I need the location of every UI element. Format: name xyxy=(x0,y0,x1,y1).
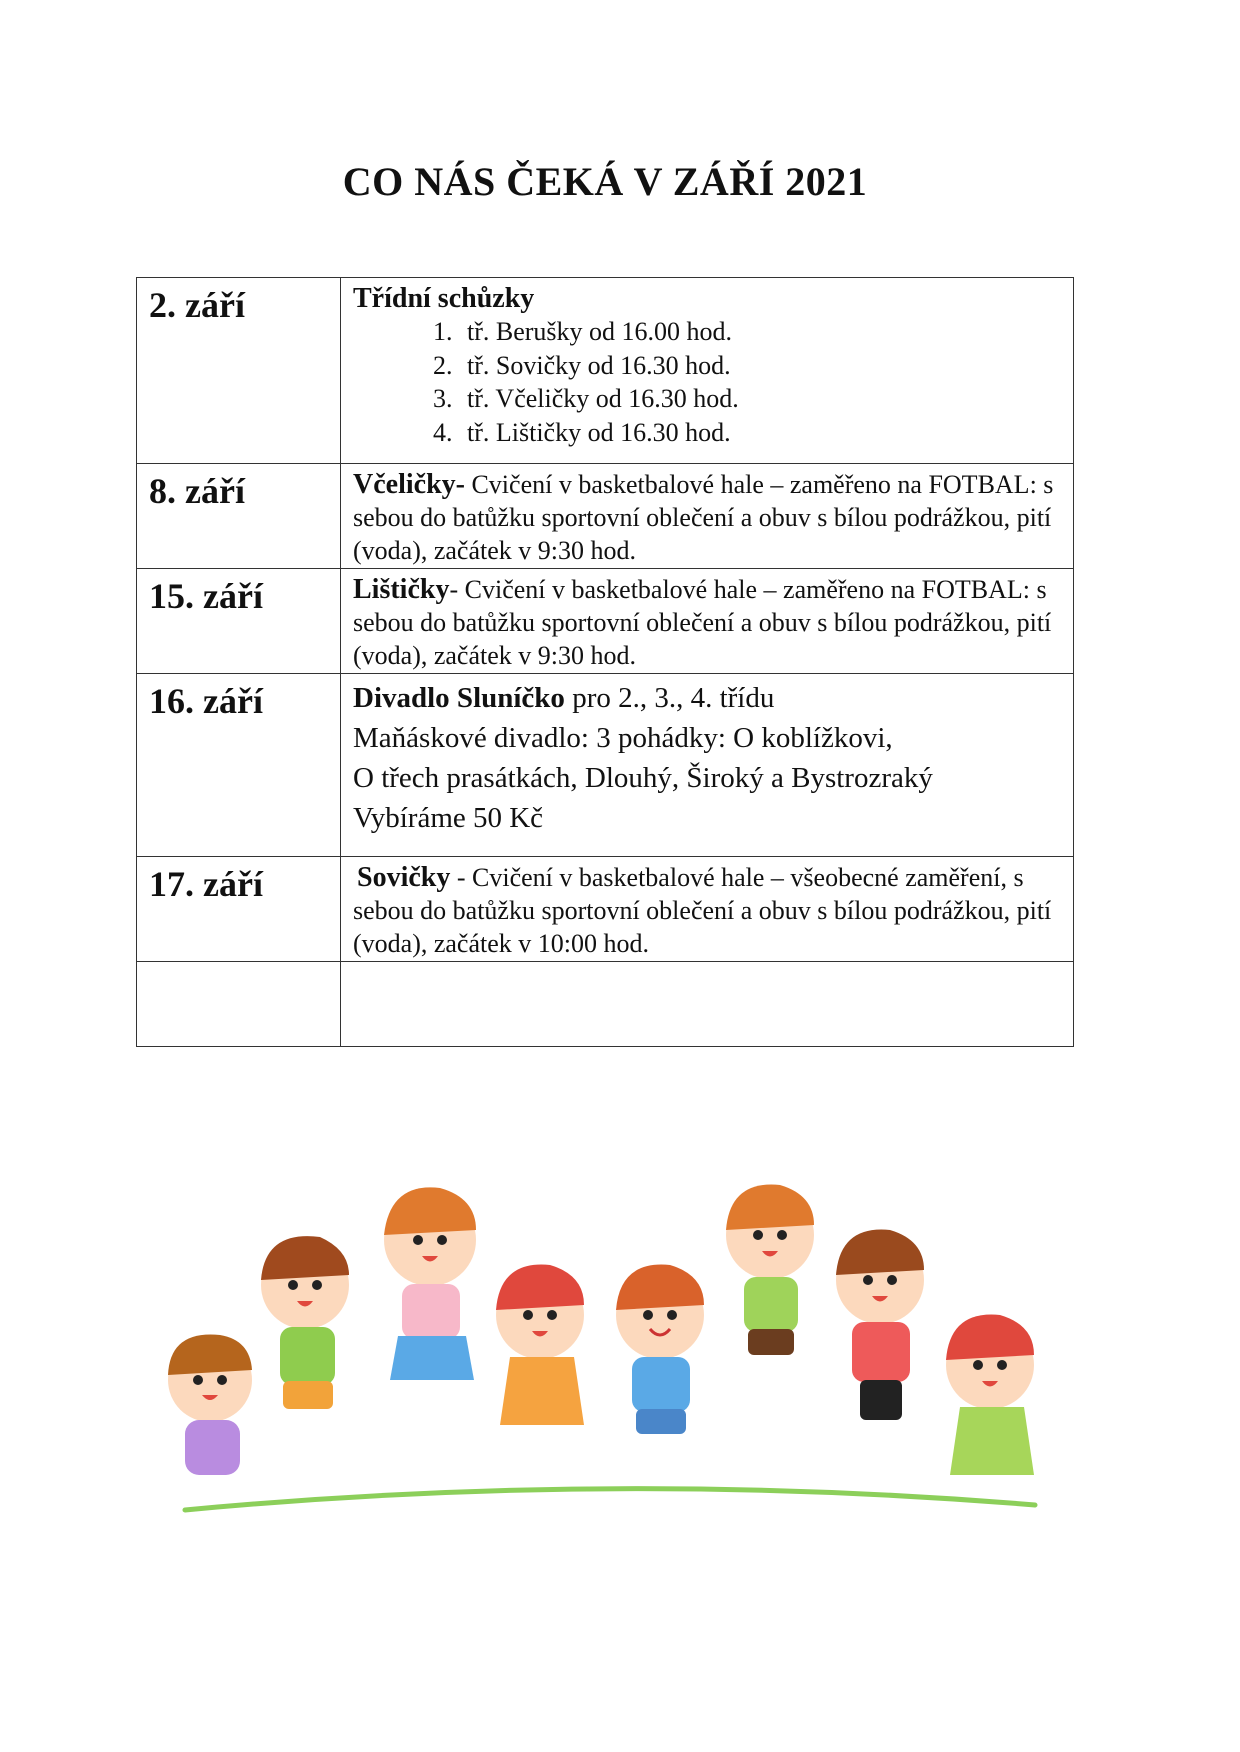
kid-icon xyxy=(616,1265,704,1434)
date-cell xyxy=(137,278,341,464)
table-row-empty xyxy=(137,962,1074,1047)
event-heading: Lištičky xyxy=(353,574,450,605)
event-date: 8. září xyxy=(149,471,245,511)
kid-icon xyxy=(261,1236,349,1409)
kid-icon xyxy=(946,1315,1034,1475)
event-price: Vybíráme 50 Kč xyxy=(353,802,544,834)
page-title: CO NÁS ČEKÁ V ZÁŘÍ 2021 xyxy=(342,159,868,204)
jumping-kids-illustration xyxy=(130,1140,1080,1530)
event-date: 17. září xyxy=(149,864,263,904)
date-cell xyxy=(137,464,341,569)
table-row xyxy=(137,674,1074,857)
date-cell xyxy=(137,857,341,962)
event-heading: Včeličky- xyxy=(353,469,465,500)
date-cell xyxy=(137,674,341,857)
kid-icon xyxy=(836,1230,924,1420)
schedule-table xyxy=(136,277,1074,1047)
grass-line xyxy=(185,1489,1035,1510)
event-cell xyxy=(341,962,1074,1047)
event-cell xyxy=(341,569,1074,674)
table-row xyxy=(137,464,1074,569)
event-date: 15. září xyxy=(149,576,263,616)
event-date: 16. září xyxy=(149,681,263,721)
list-item: 3. tř. Včeličky od 16.30 hod. xyxy=(433,384,739,413)
event-cell xyxy=(341,278,1074,464)
event-cell xyxy=(341,674,1074,857)
meeting-list xyxy=(353,315,1061,449)
list-item: 1. tř. Berušky od 16.00 hod. xyxy=(433,317,733,346)
list-item: 2. tř. Sovičky od 16.30 hod. xyxy=(433,350,731,380)
event-cell xyxy=(341,464,1074,569)
event-date: 2. září xyxy=(149,285,245,325)
kid-icon xyxy=(384,1187,476,1380)
event-description: - Cvičení v basketbalové hale – všeobecné zaměření, s sebou do batůžku sportovní oblečení a obuv s bílou podrážkou, pití (voda), začátek v 10:00 hod. xyxy=(353,863,1052,958)
event-description: O třech prasátkách, Dlouhý, Široký a Bystrozraký xyxy=(353,762,933,794)
event-description: Maňáskové divadlo: 3 pohádky: O koblížkovi, xyxy=(353,722,893,754)
table-row xyxy=(137,857,1074,962)
kid-icon xyxy=(726,1185,814,1355)
kid-icon xyxy=(168,1335,252,1476)
event-heading: Třídní schůzky xyxy=(353,283,535,314)
list-item: 4. tř. Lištičky od 16.30 hod. xyxy=(433,417,731,447)
event-description: - Cvičení v basketbalové hale – zaměřeno na FOTBAL: s sebou do batůžku sportovní oblečení a obuv s bílou podrážkou, pití (voda), začátek v 9:30 hod. xyxy=(353,575,1052,670)
date-cell xyxy=(137,569,341,674)
event-description: pro 2., 3., 4. třídu xyxy=(564,682,775,714)
table-row xyxy=(137,278,1074,464)
date-cell xyxy=(137,962,341,1047)
event-heading: Divadlo Sluníčko xyxy=(353,682,565,714)
event-heading: Sovičky xyxy=(357,862,451,893)
event-description: Cvičení v basketbalové hale – zaměřeno na FOTBAL: s sebou do batůžku sportovní oblečení a obuv s bílou podrážkou, pití (voda), začátek v 9:30 hod. xyxy=(353,470,1054,565)
event-cell xyxy=(341,857,1074,962)
table-row xyxy=(137,569,1074,674)
kid-icon xyxy=(496,1265,584,1425)
